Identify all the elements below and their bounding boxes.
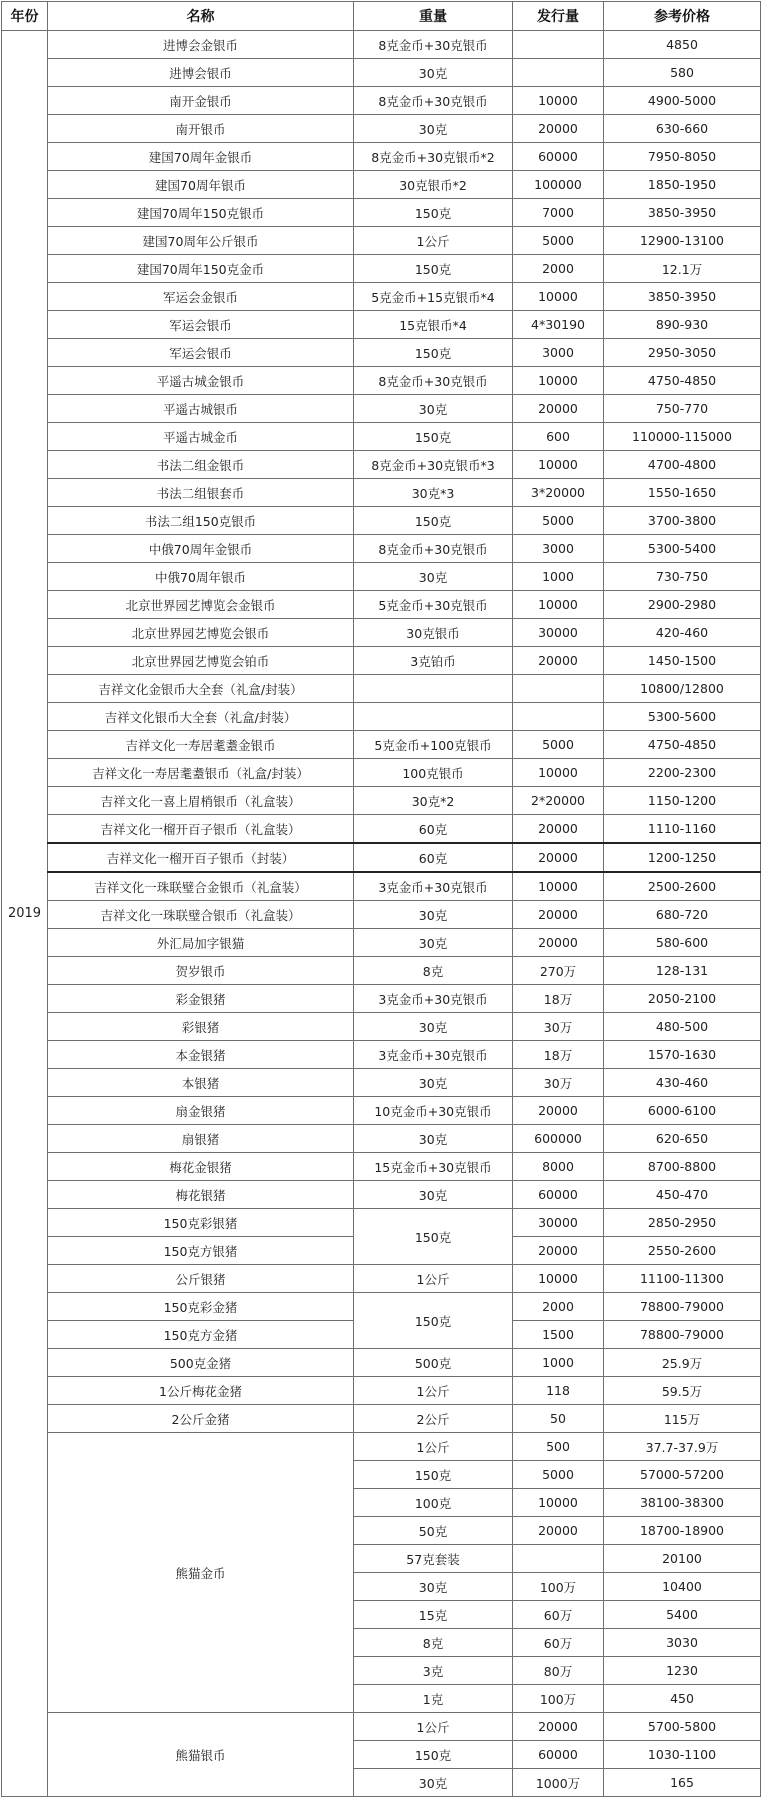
table-row [2, 283, 761, 311]
weight-cell: 15克 [354, 1601, 513, 1629]
price-cell: 1230 [604, 1657, 761, 1685]
name-cell: 本金银猪 [48, 1041, 354, 1069]
name-cell: 吉祥文化银币大全套（礼盒/封装） [48, 703, 354, 731]
weight-cell: 57克套装 [354, 1545, 513, 1573]
weight-cell: 5克金币+30克银币 [354, 591, 513, 619]
price-cell: 1200-1250 [604, 843, 761, 872]
table-row [2, 339, 761, 367]
weight-cell: 150克 [354, 1293, 513, 1349]
weight-cell: 30克 [354, 563, 513, 591]
weight-cell: 8克 [354, 957, 513, 985]
price-cell: 1450-1500 [604, 647, 761, 675]
quantity-cell: 1500 [513, 1321, 604, 1349]
quantity-cell: 2000 [513, 255, 604, 283]
price-cell: 3850-3950 [604, 283, 761, 311]
quantity-cell: 8000 [513, 1153, 604, 1181]
quantity-cell: 100万 [513, 1685, 604, 1713]
quantity-cell: 100万 [513, 1573, 604, 1601]
table-row [2, 1209, 761, 1237]
weight-cell: 30克*2 [354, 787, 513, 815]
name-cell: 扇银猪 [48, 1125, 354, 1153]
name-cell: 北京世界园艺博览会银币 [48, 619, 354, 647]
table-row [2, 619, 761, 647]
price-cell: 7950-8050 [604, 143, 761, 171]
weight-cell: 30克银币*2 [354, 171, 513, 199]
quantity-cell: 10000 [513, 367, 604, 395]
quantity-cell: 3000 [513, 535, 604, 563]
quantity-cell: 10000 [513, 872, 604, 901]
weight-cell: 8克金币+30克银币 [354, 367, 513, 395]
name-cell: 2公斤金猪 [48, 1405, 354, 1433]
table-row [2, 1097, 761, 1125]
weight-cell: 2公斤 [354, 1405, 513, 1433]
weight-cell: 1公斤 [354, 1377, 513, 1405]
quantity-cell: 20000 [513, 1237, 604, 1265]
quantity-cell: 30万 [513, 1069, 604, 1097]
price-cell: 5300-5600 [604, 703, 761, 731]
weight-cell: 8克金币+30克银币*2 [354, 143, 513, 171]
name-cell: 彩银猪 [48, 1013, 354, 1041]
quantity-cell: 3000 [513, 339, 604, 367]
table-row [2, 1013, 761, 1041]
name-cell: 建国70周年150克银币 [48, 199, 354, 227]
price-cell: 10800/12800 [604, 675, 761, 703]
table-row [2, 1181, 761, 1209]
quantity-cell: 5000 [513, 227, 604, 255]
table-row [2, 563, 761, 591]
table-row [2, 759, 761, 787]
price-cell: 430-460 [604, 1069, 761, 1097]
weight-cell: 8克金币+30克银币 [354, 31, 513, 59]
price-cell: 3030 [604, 1629, 761, 1657]
table-row [2, 1041, 761, 1069]
name-cell: 军运会银币 [48, 339, 354, 367]
name-cell: 150克彩银猪 [48, 1209, 354, 1237]
table-row [2, 787, 761, 815]
weight-cell: 100克银币 [354, 759, 513, 787]
weight-cell: 1公斤 [354, 1433, 513, 1461]
price-cell: 38100-38300 [604, 1489, 761, 1517]
table-row [2, 647, 761, 675]
name-cell: 建国70周年银币 [48, 171, 354, 199]
weight-cell: 1克 [354, 1685, 513, 1713]
price-cell: 10400 [604, 1573, 761, 1601]
quantity-cell: 60000 [513, 1741, 604, 1769]
weight-cell: 30克 [354, 1013, 513, 1041]
weight-cell: 5克金币+100克银币 [354, 731, 513, 759]
weight-cell: 30克*3 [354, 479, 513, 507]
table-row [2, 1153, 761, 1181]
quantity-cell: 80万 [513, 1657, 604, 1685]
weight-cell: 500克 [354, 1349, 513, 1377]
quantity-cell: 10000 [513, 451, 604, 479]
name-cell: 吉祥文化一珠联璧合金银币（礼盒装） [48, 872, 354, 901]
table-row [2, 957, 761, 985]
weight-cell: 15克银币*4 [354, 311, 513, 339]
quantity-cell: 600 [513, 423, 604, 451]
name-cell: 吉祥文化一寿居耄耋银币（礼盒/封装） [48, 759, 354, 787]
table-row [2, 507, 761, 535]
price-cell: 2550-2600 [604, 1237, 761, 1265]
weight-cell: 150克 [354, 1741, 513, 1769]
quantity-cell: 20000 [513, 647, 604, 675]
price-cell: 5700-5800 [604, 1713, 761, 1741]
price-cell: 37.7-37.9万 [604, 1433, 761, 1461]
weight-cell [354, 675, 513, 703]
table-row [2, 1125, 761, 1153]
price-cell: 2500-2600 [604, 872, 761, 901]
table-row [2, 171, 761, 199]
table-row [2, 311, 761, 339]
name-cell: 扇金银猪 [48, 1097, 354, 1125]
quantity-cell: 3*20000 [513, 479, 604, 507]
price-cell: 1570-1630 [604, 1041, 761, 1069]
price-cell: 620-650 [604, 1125, 761, 1153]
quantity-cell: 20000 [513, 1713, 604, 1741]
table-row [2, 675, 761, 703]
name-cell: 500克金猪 [48, 1349, 354, 1377]
price-cell: 110000-115000 [604, 423, 761, 451]
name-cell: 熊猫金币 [48, 1433, 354, 1713]
name-cell: 进博会银币 [48, 59, 354, 87]
table-row [2, 479, 761, 507]
table-row [2, 929, 761, 957]
weight-cell: 150克 [354, 1461, 513, 1489]
price-cell: 25.9万 [604, 1349, 761, 1377]
weight-cell: 150克 [354, 339, 513, 367]
name-cell: 北京世界园艺博览会金银币 [48, 591, 354, 619]
table-row [2, 815, 761, 844]
quantity-cell: 600000 [513, 1125, 604, 1153]
quantity-cell: 10000 [513, 283, 604, 311]
price-cell: 57000-57200 [604, 1461, 761, 1489]
name-cell: 军运会银币 [48, 311, 354, 339]
table-row [2, 395, 761, 423]
quantity-cell [513, 59, 604, 87]
table-row [2, 591, 761, 619]
weight-cell: 30克 [354, 901, 513, 929]
table-row [2, 985, 761, 1013]
table-row [2, 1069, 761, 1097]
weight-cell: 8克金币+30克银币 [354, 535, 513, 563]
quantity-cell [513, 703, 604, 731]
table-row [2, 227, 761, 255]
quantity-cell: 60万 [513, 1601, 604, 1629]
name-cell: 150克方银猪 [48, 1237, 354, 1265]
quantity-cell [513, 675, 604, 703]
weight-cell: 30克 [354, 115, 513, 143]
price-cell: 1150-1200 [604, 787, 761, 815]
price-cell: 115万 [604, 1405, 761, 1433]
quantity-cell: 20000 [513, 929, 604, 957]
price-cell: 1030-1100 [604, 1741, 761, 1769]
price-cell: 2850-2950 [604, 1209, 761, 1237]
price-cell: 2050-2100 [604, 985, 761, 1013]
weight-cell: 30克 [354, 1769, 513, 1797]
weight-cell: 150克 [354, 423, 513, 451]
quantity-cell: 10000 [513, 87, 604, 115]
name-cell: 吉祥文化金银币大全套（礼盒/封装） [48, 675, 354, 703]
quantity-cell: 5000 [513, 1461, 604, 1489]
price-cell: 128-131 [604, 957, 761, 985]
quantity-cell: 118 [513, 1377, 604, 1405]
name-cell: 建国70周年公斤银币 [48, 227, 354, 255]
price-cell: 630-660 [604, 115, 761, 143]
name-cell: 建国70周年金银币 [48, 143, 354, 171]
weight-cell: 30克 [354, 1573, 513, 1601]
table-row [2, 423, 761, 451]
table-row [2, 1265, 761, 1293]
quantity-cell: 20000 [513, 901, 604, 929]
price-cell: 1110-1160 [604, 815, 761, 844]
table-row [2, 1349, 761, 1377]
price-cell: 580-600 [604, 929, 761, 957]
table-row [2, 255, 761, 283]
price-cell: 78800-79000 [604, 1293, 761, 1321]
quantity-cell: 20000 [513, 843, 604, 872]
price-cell: 165 [604, 1769, 761, 1797]
price-cell: 2900-2980 [604, 591, 761, 619]
weight-cell: 3克铂币 [354, 647, 513, 675]
table-row [2, 143, 761, 171]
name-cell: 中俄70周年银币 [48, 563, 354, 591]
price-cell: 3700-3800 [604, 507, 761, 535]
price-cell: 11100-11300 [604, 1265, 761, 1293]
price-cell: 8700-8800 [604, 1153, 761, 1181]
weight-cell: 30克 [354, 929, 513, 957]
quantity-cell: 50 [513, 1405, 604, 1433]
weight-cell: 5克金币+15克银币*4 [354, 283, 513, 311]
weight-cell: 3克 [354, 1657, 513, 1685]
quantity-cell: 10000 [513, 591, 604, 619]
quantity-cell: 20000 [513, 395, 604, 423]
name-cell: 熊猫银币 [48, 1713, 354, 1797]
header-price: 参考价格 [604, 2, 761, 31]
table-row [2, 901, 761, 929]
price-cell: 4900-5000 [604, 87, 761, 115]
weight-cell: 60克 [354, 843, 513, 872]
name-cell: 梅花银猪 [48, 1181, 354, 1209]
table-row [2, 731, 761, 759]
price-cell: 78800-79000 [604, 1321, 761, 1349]
price-cell: 2950-3050 [604, 339, 761, 367]
quantity-cell: 1000万 [513, 1769, 604, 1797]
quantity-cell [513, 1545, 604, 1573]
table-row [2, 843, 761, 872]
name-cell: 吉祥文化一珠联璧合银币（礼盒装） [48, 901, 354, 929]
quantity-cell: 18万 [513, 985, 604, 1013]
weight-cell: 3克金币+30克银币 [354, 985, 513, 1013]
name-cell: 吉祥文化一榴开百子银币（封装） [48, 843, 354, 872]
table-row [2, 451, 761, 479]
quantity-cell: 10000 [513, 759, 604, 787]
quantity-cell [513, 31, 604, 59]
quantity-cell: 20000 [513, 115, 604, 143]
name-cell: 本银猪 [48, 1069, 354, 1097]
price-cell: 680-720 [604, 901, 761, 929]
name-cell: 平遥古城金币 [48, 423, 354, 451]
price-cell: 4750-4850 [604, 731, 761, 759]
header-quantity: 发行量 [513, 2, 604, 31]
weight-cell: 8克金币+30克银币*3 [354, 451, 513, 479]
weight-cell [354, 703, 513, 731]
coin-price-table [1, 1, 761, 1797]
price-cell: 3850-3950 [604, 199, 761, 227]
name-cell: 书法二组150克银币 [48, 507, 354, 535]
price-cell: 4850 [604, 31, 761, 59]
quantity-cell: 1000 [513, 1349, 604, 1377]
quantity-cell: 60万 [513, 1629, 604, 1657]
quantity-cell: 7000 [513, 199, 604, 227]
name-cell: 军运会金银币 [48, 283, 354, 311]
quantity-cell: 18万 [513, 1041, 604, 1069]
table-row [2, 115, 761, 143]
table-body [2, 31, 761, 1797]
weight-cell: 30克 [354, 395, 513, 423]
name-cell: 南开金银币 [48, 87, 354, 115]
quantity-cell: 30000 [513, 1209, 604, 1237]
header-name: 名称 [48, 2, 354, 31]
table-row [2, 1713, 761, 1741]
weight-cell: 100克 [354, 1489, 513, 1517]
table-row [2, 1433, 761, 1461]
price-cell: 890-930 [604, 311, 761, 339]
quantity-cell: 5000 [513, 507, 604, 535]
weight-cell: 3克金币+30克银币 [354, 1041, 513, 1069]
weight-cell: 8克金币+30克银币 [354, 87, 513, 115]
weight-cell: 10克金币+30克银币 [354, 1097, 513, 1125]
price-cell: 5300-5400 [604, 535, 761, 563]
quantity-cell: 30000 [513, 619, 604, 647]
weight-cell: 60克 [354, 815, 513, 844]
quantity-cell: 10000 [513, 1265, 604, 1293]
table-row [2, 367, 761, 395]
weight-cell: 150克 [354, 1209, 513, 1265]
price-cell: 2200-2300 [604, 759, 761, 787]
price-cell: 12900-13100 [604, 227, 761, 255]
name-cell: 梅花金银猪 [48, 1153, 354, 1181]
weight-cell: 150克 [354, 255, 513, 283]
name-cell: 平遥古城金银币 [48, 367, 354, 395]
quantity-cell: 60000 [513, 1181, 604, 1209]
weight-cell: 150克 [354, 507, 513, 535]
name-cell: 吉祥文化一榴开百子银币（礼盒装） [48, 815, 354, 844]
quantity-cell: 1000 [513, 563, 604, 591]
year-cell: 2019 [2, 31, 48, 1797]
price-cell: 12.1万 [604, 255, 761, 283]
weight-cell: 30克 [354, 1181, 513, 1209]
price-cell: 20100 [604, 1545, 761, 1573]
table-row [2, 872, 761, 901]
price-cell: 4700-4800 [604, 451, 761, 479]
price-cell: 750-770 [604, 395, 761, 423]
name-cell: 150克彩金猪 [48, 1293, 354, 1321]
name-cell: 建国70周年150克金币 [48, 255, 354, 283]
quantity-cell: 20000 [513, 1097, 604, 1125]
weight-cell: 30克银币 [354, 619, 513, 647]
name-cell: 150克方金猪 [48, 1321, 354, 1349]
price-cell: 4750-4850 [604, 367, 761, 395]
quantity-cell: 4*30190 [513, 311, 604, 339]
weight-cell: 1公斤 [354, 227, 513, 255]
name-cell: 书法二组金银币 [48, 451, 354, 479]
name-cell: 中俄70周年金银币 [48, 535, 354, 563]
table-row [2, 1377, 761, 1405]
quantity-cell: 100000 [513, 171, 604, 199]
quantity-cell: 60000 [513, 143, 604, 171]
quantity-cell: 500 [513, 1433, 604, 1461]
quantity-cell: 2*20000 [513, 787, 604, 815]
quantity-cell: 20000 [513, 1517, 604, 1545]
name-cell: 彩金银猪 [48, 985, 354, 1013]
weight-cell: 1公斤 [354, 1713, 513, 1741]
name-cell: 书法二组银套币 [48, 479, 354, 507]
table-row [2, 31, 761, 59]
price-cell: 450 [604, 1685, 761, 1713]
table-row [2, 1405, 761, 1433]
name-cell: 公斤银猪 [48, 1265, 354, 1293]
header-row [2, 2, 761, 31]
header-year: 年份 [2, 2, 48, 31]
table-row [2, 1293, 761, 1321]
quantity-cell: 5000 [513, 731, 604, 759]
name-cell: 进博会金银币 [48, 31, 354, 59]
price-cell: 1550-1650 [604, 479, 761, 507]
name-cell: 北京世界园艺博览会铂币 [48, 647, 354, 675]
name-cell: 吉祥文化一寿居耄耋金银币 [48, 731, 354, 759]
name-cell: 吉祥文化一喜上眉梢银币（礼盒装） [48, 787, 354, 815]
name-cell: 平遥古城银币 [48, 395, 354, 423]
name-cell: 1公斤梅花金猪 [48, 1377, 354, 1405]
weight-cell: 150克 [354, 199, 513, 227]
price-cell: 450-470 [604, 1181, 761, 1209]
weight-cell: 50克 [354, 1517, 513, 1545]
table-row [2, 59, 761, 87]
weight-cell: 30克 [354, 59, 513, 87]
table-row [2, 199, 761, 227]
table-row [2, 703, 761, 731]
weight-cell: 1公斤 [354, 1265, 513, 1293]
price-cell: 18700-18900 [604, 1517, 761, 1545]
price-cell: 420-460 [604, 619, 761, 647]
price-cell: 730-750 [604, 563, 761, 591]
table-row [2, 87, 761, 115]
weight-cell: 30克 [354, 1125, 513, 1153]
quantity-cell: 2000 [513, 1293, 604, 1321]
quantity-cell: 20000 [513, 815, 604, 844]
price-cell: 59.5万 [604, 1377, 761, 1405]
price-cell: 580 [604, 59, 761, 87]
weight-cell: 30克 [354, 1069, 513, 1097]
table-row [2, 535, 761, 563]
name-cell: 外汇局加字银猫 [48, 929, 354, 957]
price-cell: 1850-1950 [604, 171, 761, 199]
quantity-cell: 10000 [513, 1489, 604, 1517]
price-cell: 5400 [604, 1601, 761, 1629]
quantity-cell: 270万 [513, 957, 604, 985]
name-cell: 贺岁银币 [48, 957, 354, 985]
header-weight: 重量 [354, 2, 513, 31]
price-cell: 6000-6100 [604, 1097, 761, 1125]
weight-cell: 3克金币+30克银币 [354, 872, 513, 901]
weight-cell: 8克 [354, 1629, 513, 1657]
name-cell: 南开银币 [48, 115, 354, 143]
price-cell: 480-500 [604, 1013, 761, 1041]
weight-cell: 15克金币+30克银币 [354, 1153, 513, 1181]
quantity-cell: 30万 [513, 1013, 604, 1041]
